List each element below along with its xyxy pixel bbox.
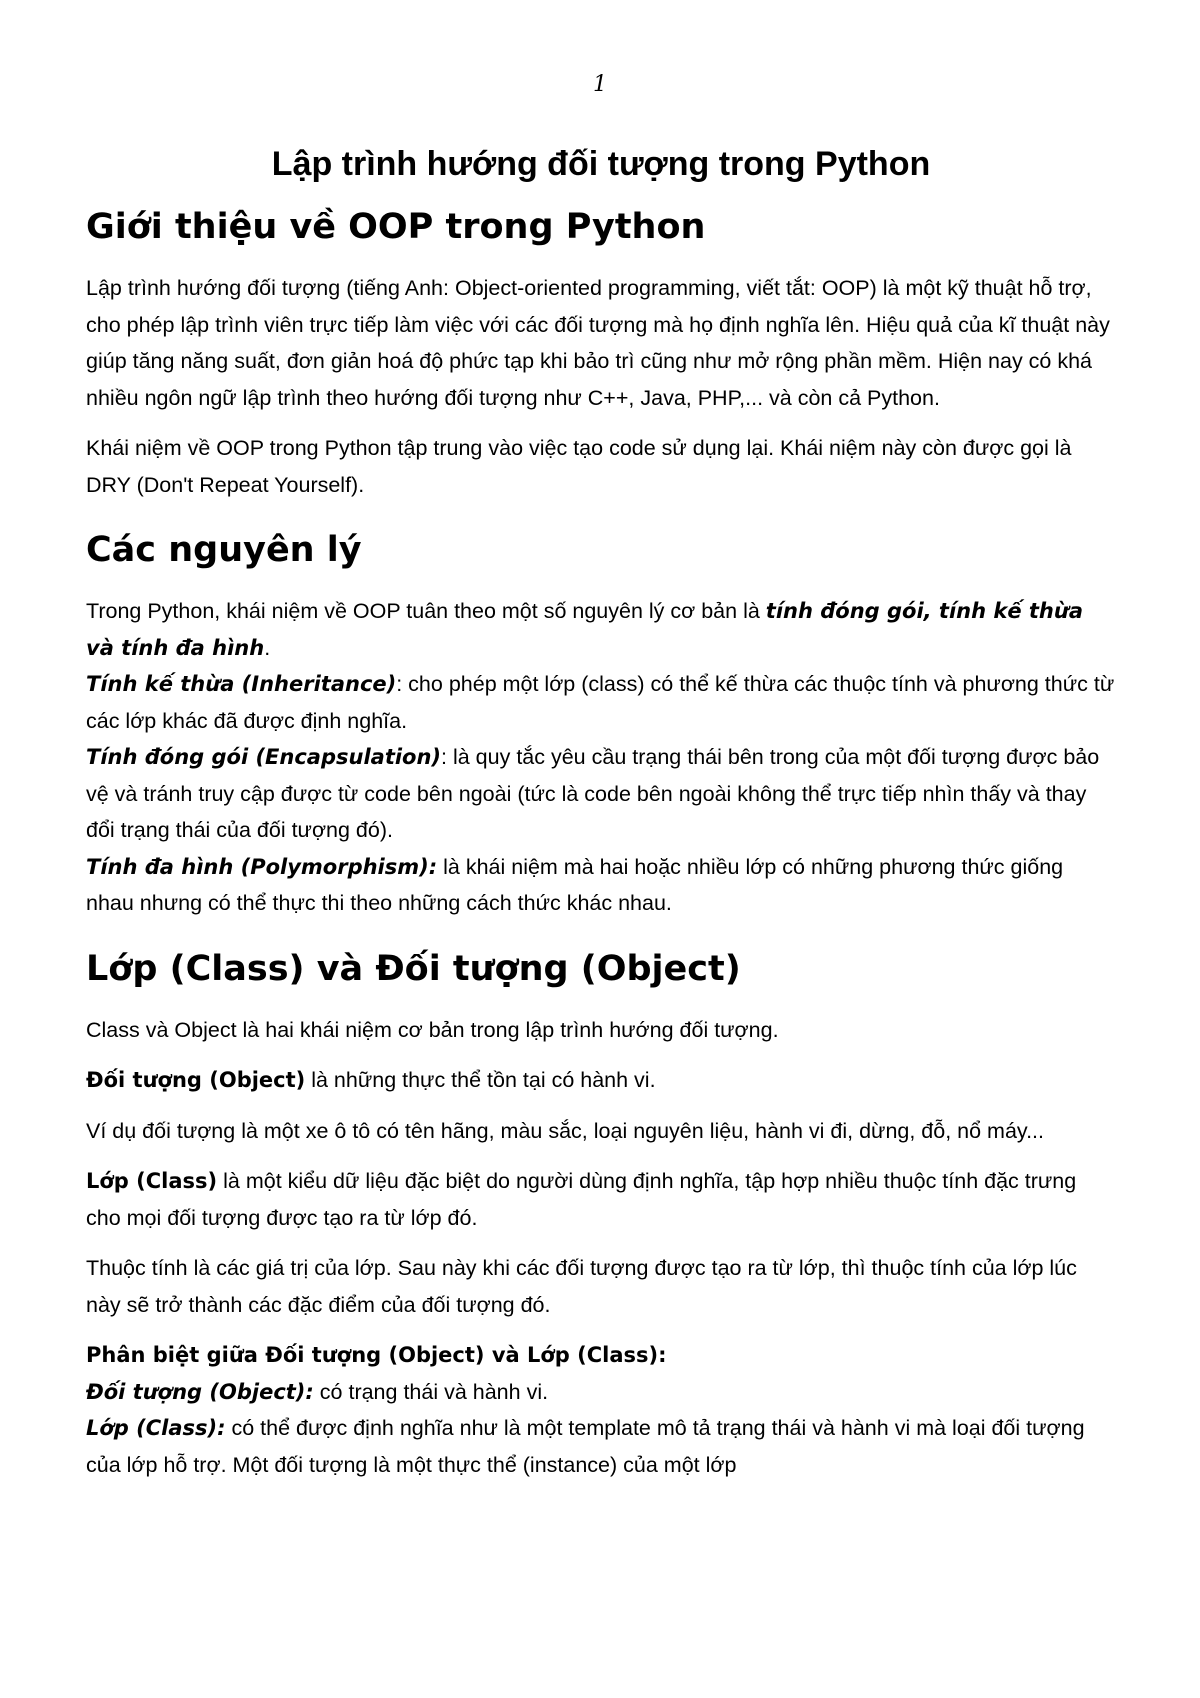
document-title: Lập trình hướng đối tượng trong Python bbox=[271, 145, 931, 183]
inheritance-text: : cho phép một lớp (class) có thể kế thừa các thuộc tính và phương thức từ các lớp khác đã được định nghĩa. bbox=[86, 672, 1115, 733]
paragraph-diff-object bbox=[86, 1374, 1116, 1411]
principles-emphasis: tính đóng gói, tính kế thừa và tính đa hình bbox=[86, 599, 1084, 660]
paragraph-dry: Khái niệm về OOP trong Python tập trung vào việc tạo code sử dụng lại. Khái niệm này còn được gọi là DRY (Don't Repeat Yourself). bbox=[86, 436, 1072, 497]
paragraph-polymorphism bbox=[86, 849, 1116, 922]
section-heading-principles: Các nguyên lý bbox=[86, 530, 362, 570]
diff-class-text: có thể được định nghĩa như là một template mô tả trạng thái và hành vi mà loại đối tượng của lớp hỗ trợ. Một đối tượng là một thực thể (instance) của một lớp bbox=[86, 1416, 1085, 1477]
paragraph-attributes: Thuộc tính là các giá trị của lớp. Sau này khi các đối tượng được tạo ra từ lớp, thì thuộc tính của lớp lúc này sẽ trở thành các đặc điểm của đối tượng đó. bbox=[86, 1256, 1077, 1317]
paragraph-oop-definition: Lập trình hướng đối tượng (tiếng Anh: Object-oriented programming, viết tắt: OOP) là một kỹ thuật hỗ trợ, cho phép lập trình viên trực tiếp làm việc với các đối tượng mà họ định nghĩa lên. Hiệu quả của kĩ thuật này giúp tăng năng suất, đơn giản hoá độ phức tạp khi bảo trì cũng như mở rộng phần mềm. Hiện nay có khá nhiều ngôn ngữ lập trình theo hướng đối tượng như C++, Java, PHP,... và còn cả Python. bbox=[86, 276, 1110, 410]
difference-heading: Phân biệt giữa Đối tượng (Object) và Lớp (Class): bbox=[86, 1343, 667, 1367]
paragraph-principles-intro bbox=[86, 593, 1116, 666]
paragraph-class-object-intro: Class và Object là hai khái niệm cơ bản trong lập trình hướng đối tượng. bbox=[86, 1017, 779, 1042]
principles-intro-text: Trong Python, khái niệm về OOP tuân theo một số nguyên lý cơ bản là bbox=[86, 599, 766, 623]
object-text: là những thực thể tồn tại có hành vi. bbox=[305, 1068, 656, 1092]
inheritance-term: Tính kế thừa (Inheritance) bbox=[86, 672, 397, 696]
diff-object-text: có trạng thái và hành vi. bbox=[313, 1379, 549, 1404]
encapsulation-text: : là quy tắc yêu cầu trạng thái bên trong của một đối tượng được bảo vệ và tránh truy cập được từ code bên ngoài (tức là code bên ngoài không thể trực tiếp nhìn thấy và thay đổi trạng thái của đối tượng đó). bbox=[86, 745, 1100, 842]
diff-class-term: Lớp (Class): bbox=[86, 1416, 226, 1440]
polymorphism-term: Tính đa hình (Polymorphism): bbox=[86, 854, 438, 879]
polymorphism-text: là khái niệm mà hai hoặc nhiều lớp có những phương thức giống nhau nhưng có thể thực thi theo những cách thức khác nhau. bbox=[86, 854, 1064, 915]
paragraph-object-example: Ví dụ đối tượng là một xe ô tô có tên hãng, màu sắc, loại nguyên liệu, hành vi đi, dừng, đỗ, nổ máy... bbox=[86, 1118, 1044, 1143]
page-number: 1 bbox=[593, 72, 607, 97]
diff-object-term: Đối tượng (Object): bbox=[86, 1379, 314, 1404]
section-heading-class-object: Lớp (Class) và Đối tượng (Object) bbox=[86, 948, 741, 989]
class-term: Lớp (Class) bbox=[86, 1169, 218, 1193]
section-heading-intro: Giới thiệu về OOP trong Python bbox=[86, 207, 706, 247]
paragraph-class-definition bbox=[86, 1163, 1116, 1236]
encapsulation-term: Tính đóng gói (Encapsulation) bbox=[86, 745, 442, 769]
principles-intro-end: . bbox=[264, 635, 271, 660]
paragraph-inheritance bbox=[86, 666, 1116, 739]
paragraph-diff-class bbox=[86, 1410, 1116, 1483]
class-text: là một kiểu dữ liệu đặc biệt do người dùng định nghĩa, tập hợp nhiều thuộc tính đặc trưng cho mọi đối tượng được tạo ra từ lớp đó. bbox=[86, 1169, 1077, 1230]
object-term: Đối tượng (Object) bbox=[86, 1068, 306, 1092]
paragraph-object-definition bbox=[86, 1062, 1116, 1099]
paragraph-encapsulation bbox=[86, 739, 1116, 849]
document-body bbox=[86, 140, 1116, 1483]
